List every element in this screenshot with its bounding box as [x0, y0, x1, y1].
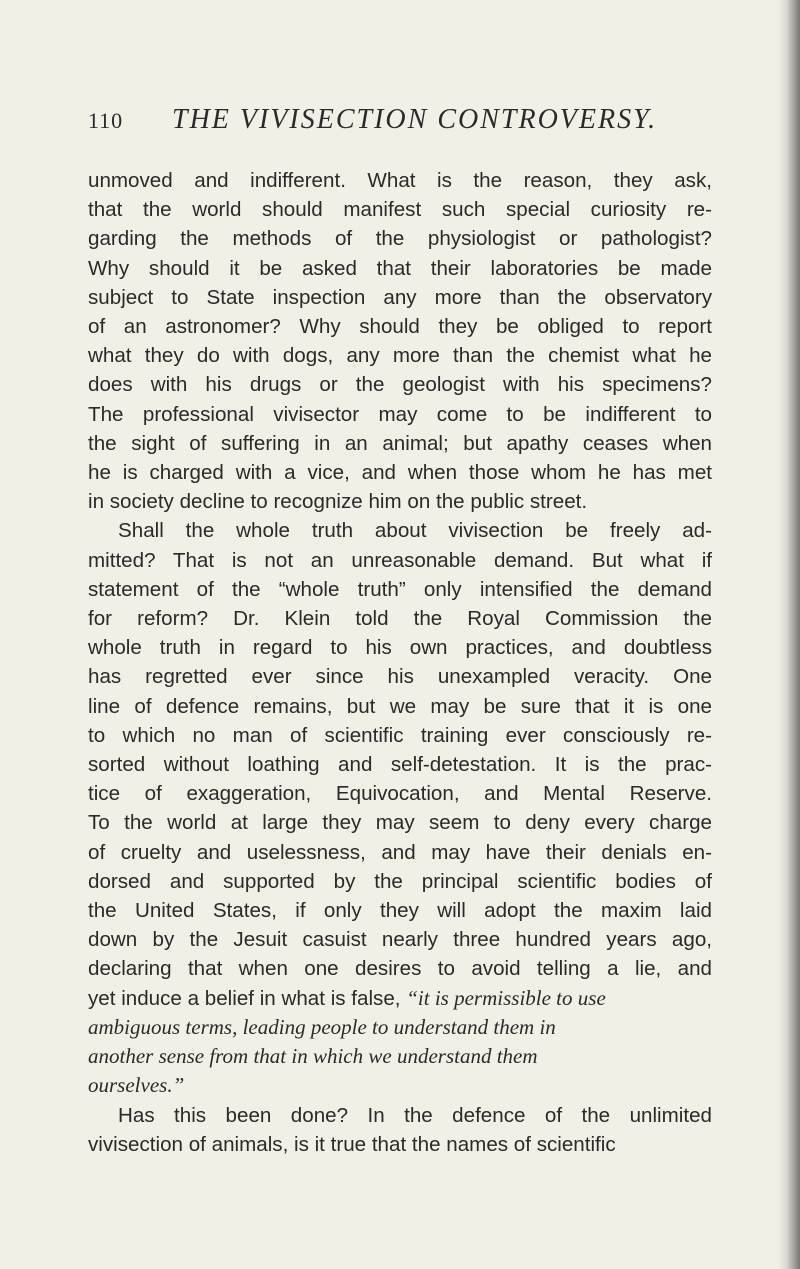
- text-line: he is charged with a vice, and when those whom he has met: [88, 461, 712, 485]
- text-line: dorsed and supported by the principal scientific bodies of: [88, 869, 712, 893]
- text-line: to which no man of scientific training ever consciously re-: [88, 723, 712, 747]
- text-line: Has this been done? In the defence of the unlimited: [118, 1103, 712, 1127]
- text-line: the sight of suffering in an animal; but apathy ceases when: [88, 431, 712, 455]
- italic-line: [88, 1071, 712, 1100]
- quote-italic-text: “it is permissible to use: [406, 985, 606, 1010]
- text-line: To the world at large they may seem to deny every charge: [88, 811, 712, 835]
- page-edge-shadow: [778, 0, 800, 1269]
- text-line: does with his drugs or the geologist with his specimens?: [88, 373, 712, 397]
- text-line: statement of the “whole truth” only intensified the demand: [88, 577, 712, 601]
- text-line: garding the methods of the physiologist or pathologist?: [88, 227, 712, 251]
- text-line: whole truth in regard to his own practices, and doubtless: [88, 636, 712, 660]
- running-title: THE VIVISECTION CONTROVERSY.: [172, 104, 658, 135]
- page-number: 110: [88, 108, 124, 133]
- text-line: that the world should manifest such special curiosity re-: [88, 198, 712, 222]
- text-line: down by the Jesuit casuist nearly three hundred years ago,: [88, 928, 712, 952]
- italic-text: ourselves.”: [88, 1073, 185, 1098]
- text-line: mitted? That is not an unreasonable demand. But what if: [88, 548, 712, 572]
- text-line: The professional vivisector may come to be indifferent to: [88, 402, 712, 426]
- italic-line: [88, 1042, 712, 1071]
- text-line: declaring that when one desires to avoid telling a lie, and: [88, 957, 712, 981]
- text-line: tice of exaggeration, Equivocation, and Mental Reserve.: [88, 782, 712, 806]
- body-text: [88, 166, 712, 1159]
- text-line: Why should it be asked that their laboratories be made: [88, 256, 712, 280]
- text-line: of cruelty and uselessness, and may have their denials en-: [88, 840, 712, 864]
- text-line: for reform? Dr. Klein told the Royal Commission the: [88, 607, 712, 631]
- text-line: in society decline to recognize him on the public street.: [88, 490, 588, 514]
- text-line: has regretted ever since his unexampled veracity. One: [88, 665, 712, 689]
- text-line: Shall the whole truth about vivisection be freely ad-: [118, 519, 712, 543]
- page-header: [88, 104, 728, 144]
- text-line: sorted without loathing and self-detestation. It is the prac-: [88, 753, 712, 777]
- italic-text: another sense from that in which we understand them: [88, 1044, 538, 1069]
- text-line: the United States, if only they will adopt the maxim laid: [88, 899, 712, 923]
- quote-lead-text: yet induce a belief in what is false,: [88, 986, 407, 1010]
- text-line: unmoved and indifferent. What is the reason, they ask,: [88, 169, 712, 192]
- text-line: vivisection of animals, is it true that the names of scientific: [88, 1132, 616, 1156]
- italic-line: [88, 1013, 712, 1042]
- text-line: subject to State inspection any more than the observatory: [88, 285, 712, 309]
- text-line: what they do with dogs, any more than the chemist what he: [88, 344, 712, 368]
- quote-line: [88, 984, 712, 1013]
- italic-text: ambiguous terms, leading people to understand them in: [88, 1014, 556, 1039]
- text-line: of an astronomer? Why should they be obliged to report: [88, 315, 712, 339]
- text-line: line of defence remains, but we may be sure that it is one: [88, 694, 712, 718]
